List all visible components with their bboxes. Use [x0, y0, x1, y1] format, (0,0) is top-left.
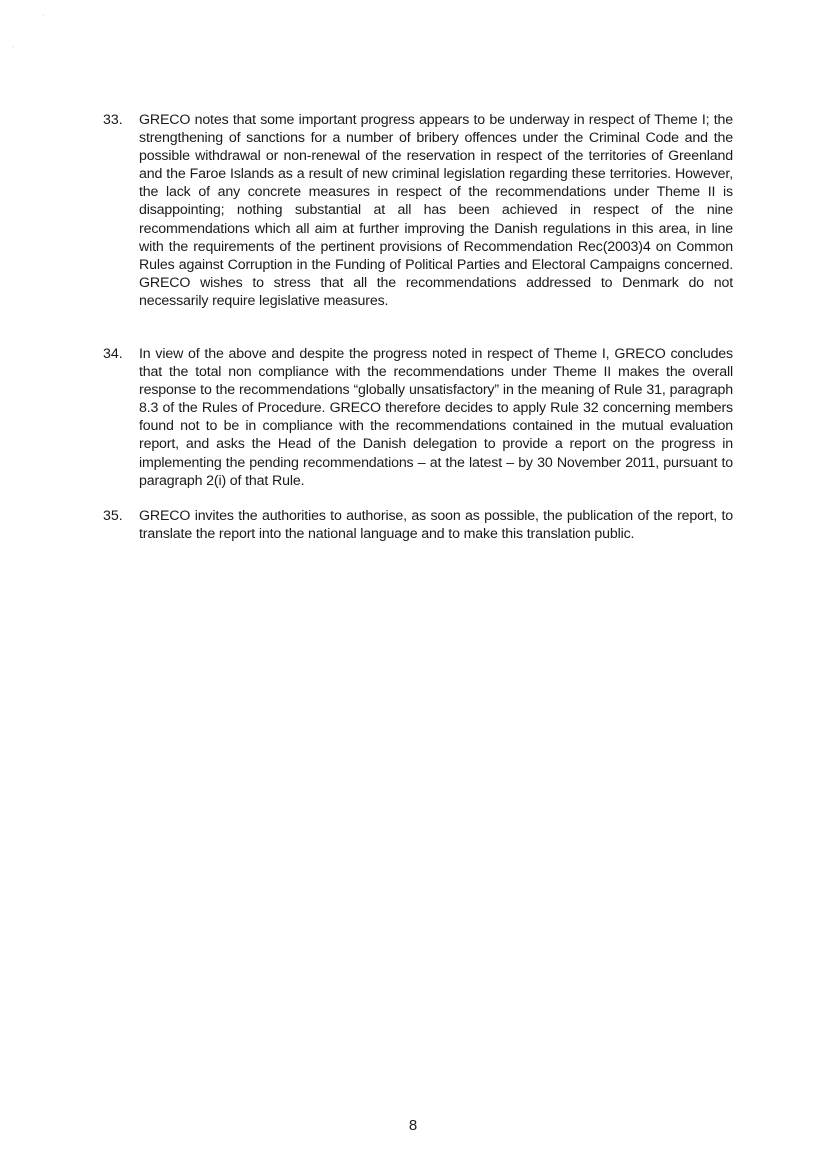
paragraph-number: 33.: [103, 112, 123, 128]
paragraph-number: 34.: [103, 346, 123, 362]
paragraph-text: In view of the above and despite the progress noted in respect of Theme I, GRECO concludes that the total non compliance with the recommendations under Theme II makes the overall response to the recommendations “globally unsatisfactory” in the meaning of Rule 31, paragraph 8.3 of the Rules of Procedure. GRECO therefore decides to apply Rule 32 concerning members found not to be in compliance with the recommendations contained in the mutual evaluation report, and asks the Head of the Danish delegation to provide a report on the progress in implementing the pending recommendations – at the latest – by 30 November 2011, pursuant to paragraph 2(i) of that Rule.: [139, 346, 733, 489]
paragraph-33: [103, 111, 733, 310]
paragraph-number: 35.: [103, 508, 123, 524]
paragraph-text: GRECO notes that some important progress appears to be underway in respect of Theme I; the strengthening of sanctions for a number of bribery offences under the Criminal Code and the possible withdrawal or non-renewal of the reservation in respect of the territories of Greenland and the Faroe Islands as a result of new criminal legislation regarding these territories. However, the lack of any concrete measures in respect of the recommendations under Theme II is disappointing; nothing substantial at all has been achieved in respect of the nine recommendations which all aim at further improving the Danish regulations in this area, in line with the requirements of the pertinent provisions of Recommendation Rec(2003)4 on Common Rules against Corruption in the Funding of Political Parties and Electoral Campaigns concerned. GRECO wishes to stress that all the recommendations addressed to Denmark do not necessarily require legislative measures.: [139, 112, 733, 309]
paragraph-35: [103, 507, 733, 543]
scan-speck: ·: [42, 12, 45, 19]
paragraph-text: GRECO invites the authorities to authorise, as soon as possible, the publication of the report, to translate the report into the national language and to make this translation public.: [139, 508, 733, 543]
paragraph-34: [103, 345, 733, 490]
page-number: 8: [408, 1117, 418, 1134]
scan-speck: ·: [12, 44, 15, 51]
